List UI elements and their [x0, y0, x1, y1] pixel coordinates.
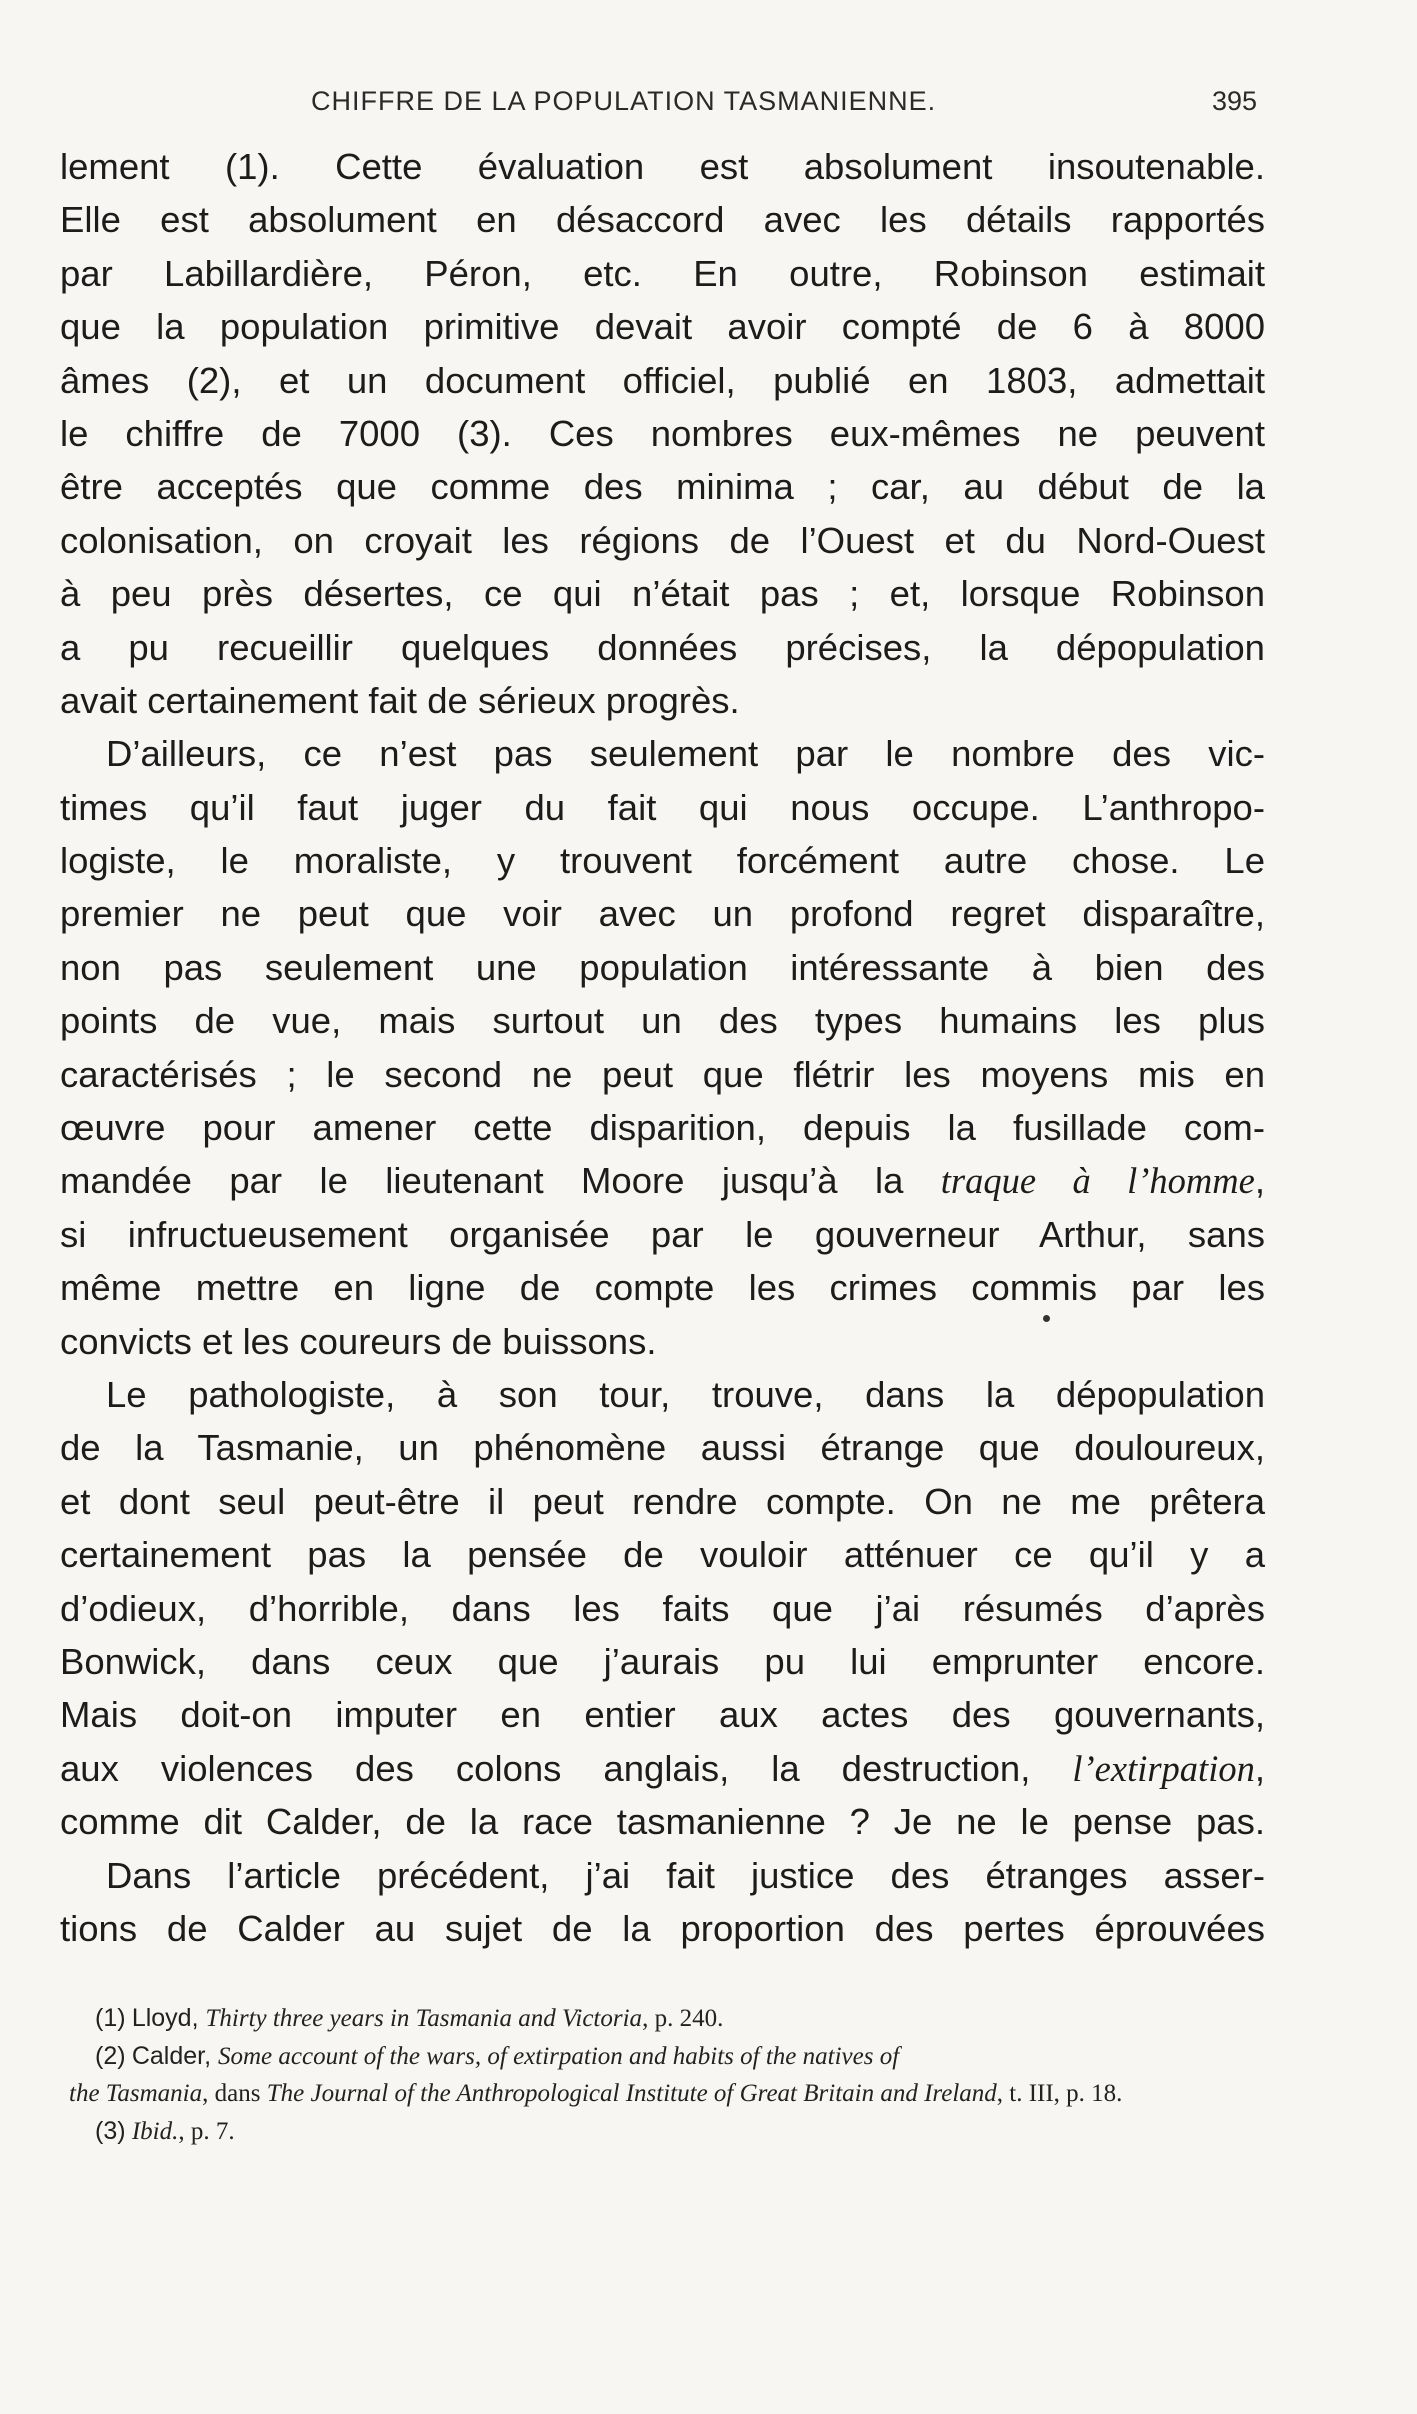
- text-line: âmes (2), et un document officiel, publié en 1803, admettait: [60, 359, 1265, 401]
- text-line: Mais doit-on imputer en entier aux actes des gouvernants,: [60, 1694, 1265, 1736]
- text-line: D’ailleurs, ce n’est pas seulement par le nombre des vic-: [106, 733, 1265, 775]
- text-line: Elle est absolument en désaccord avec les détails rapportés: [60, 199, 1265, 241]
- text-line: points de vue, mais surtout un des types humains les plus: [60, 1000, 1265, 1042]
- text-line: à peu près désertes, ce qui n’était pas ; et, lorsque Robinson: [60, 573, 1265, 615]
- text-line: logiste, le moraliste, y trouvent forcément autre chose. Le: [60, 840, 1265, 882]
- text-line: colonisation, on croyait les régions de l’Ouest et du Nord-Ouest: [60, 519, 1265, 561]
- text-line: avait certainement fait de sérieux progrès.: [60, 679, 740, 721]
- text-line: certainement pas la pensée de vouloir atténuer ce qu’il y a: [60, 1534, 1265, 1576]
- footnote-3: (3) Ibid., p. 7.: [95, 2116, 235, 2145]
- running-title: CHIFFRE DE LA POPULATION TASMANIENNE.: [311, 86, 937, 116]
- footnotes: [69, 2000, 1270, 2150]
- text-line: même mettre en ligne de compte les crimes commis par les: [60, 1267, 1265, 1309]
- text-line: premier ne peut que voir avec un profond regret disparaître,: [60, 893, 1265, 935]
- text-line: Dans l’article précédent, j’ai fait justice des étranges asser-: [106, 1854, 1265, 1896]
- italic-phrase: l’extirpation: [1072, 1747, 1255, 1789]
- page-number: 395: [1212, 86, 1258, 116]
- text-line: œuvre pour amener cette disparition, depuis la fusillade com-: [60, 1107, 1265, 1149]
- footnote-1: (1) Lloyd, Thirty three years in Tasmania and Victoria, p. 240.: [95, 2004, 724, 2032]
- text-line: lement (1). Cette évaluation est absolument insoutenable.: [60, 146, 1265, 187]
- text-line: Le pathologiste, à son tour, trouve, dans la dépopulation: [106, 1373, 1265, 1415]
- text-segment: aux violences des colons anglais, la destruction,: [60, 1747, 1073, 1789]
- text-line: [60, 1154, 1265, 1207]
- footnote-2-continued: the Tasmania, dans The Journal of the Anthropological Institute of Great Britain and Ireland, t. III, p. 18.: [69, 2080, 1123, 2107]
- text-line: non pas seulement une population intéressante à bien des: [60, 946, 1265, 988]
- text-line: convicts et les coureurs de buissons.: [60, 1320, 657, 1362]
- text-line: Bonwick, dans ceux que j’aurais pu lui emprunter encore.: [60, 1640, 1265, 1682]
- text-line: a pu recueillir quelques données précises, la dépopulation: [60, 626, 1265, 668]
- page-header: [0, 86, 1417, 126]
- text-line: si infructueusement organisée par le gouverneur Arthur, sans: [60, 1213, 1265, 1255]
- text-line: par Labillardière, Péron, etc. En outre, Robinson estimait: [60, 252, 1265, 294]
- body-text: [60, 140, 1265, 1955]
- stray-dot: [1043, 1315, 1050, 1322]
- text-line: que la population primitive devait avoir compté de 6 à 8000: [60, 306, 1265, 348]
- italic-phrase: traque à l’homme: [940, 1160, 1255, 1202]
- text-line: [60, 1742, 1265, 1795]
- text-line: de la Tasmanie, un phénomène aussi étrange que douloureux,: [60, 1427, 1265, 1469]
- text-line: tions de Calder au sujet de la proportion des pertes éprouvées: [60, 1907, 1265, 1949]
- text-segment: ,: [1254, 1747, 1265, 1789]
- text-segment: mandée par le lieutenant Moore jusqu’à la: [60, 1160, 941, 1202]
- text-line: caractérisés ; le second ne peut que flétrir les moyens mis en: [60, 1053, 1265, 1095]
- text-line: times qu’il faut juger du fait qui nous occupe. L’anthropo-: [60, 786, 1265, 828]
- text-line: comme dit Calder, de la race tasmanienne ? Je ne le pense pas.: [60, 1801, 1265, 1843]
- text-segment: ,: [1254, 1160, 1265, 1202]
- text-line: le chiffre de 7000 (3). Ces nombres eux-mêmes ne peuvent: [60, 412, 1265, 454]
- text-line: être acceptés que comme des minima ; car, au début de la: [60, 466, 1265, 508]
- footnote-2: (2) Calder, Some account of the wars, of extirpation and habits of the natives of: [95, 2041, 900, 2070]
- text-line: d’odieux, d’horrible, dans les faits que j’ai résumés d’après: [60, 1587, 1265, 1629]
- text-line: et dont seul peut-être il peut rendre compte. On ne me prêtera: [60, 1480, 1265, 1522]
